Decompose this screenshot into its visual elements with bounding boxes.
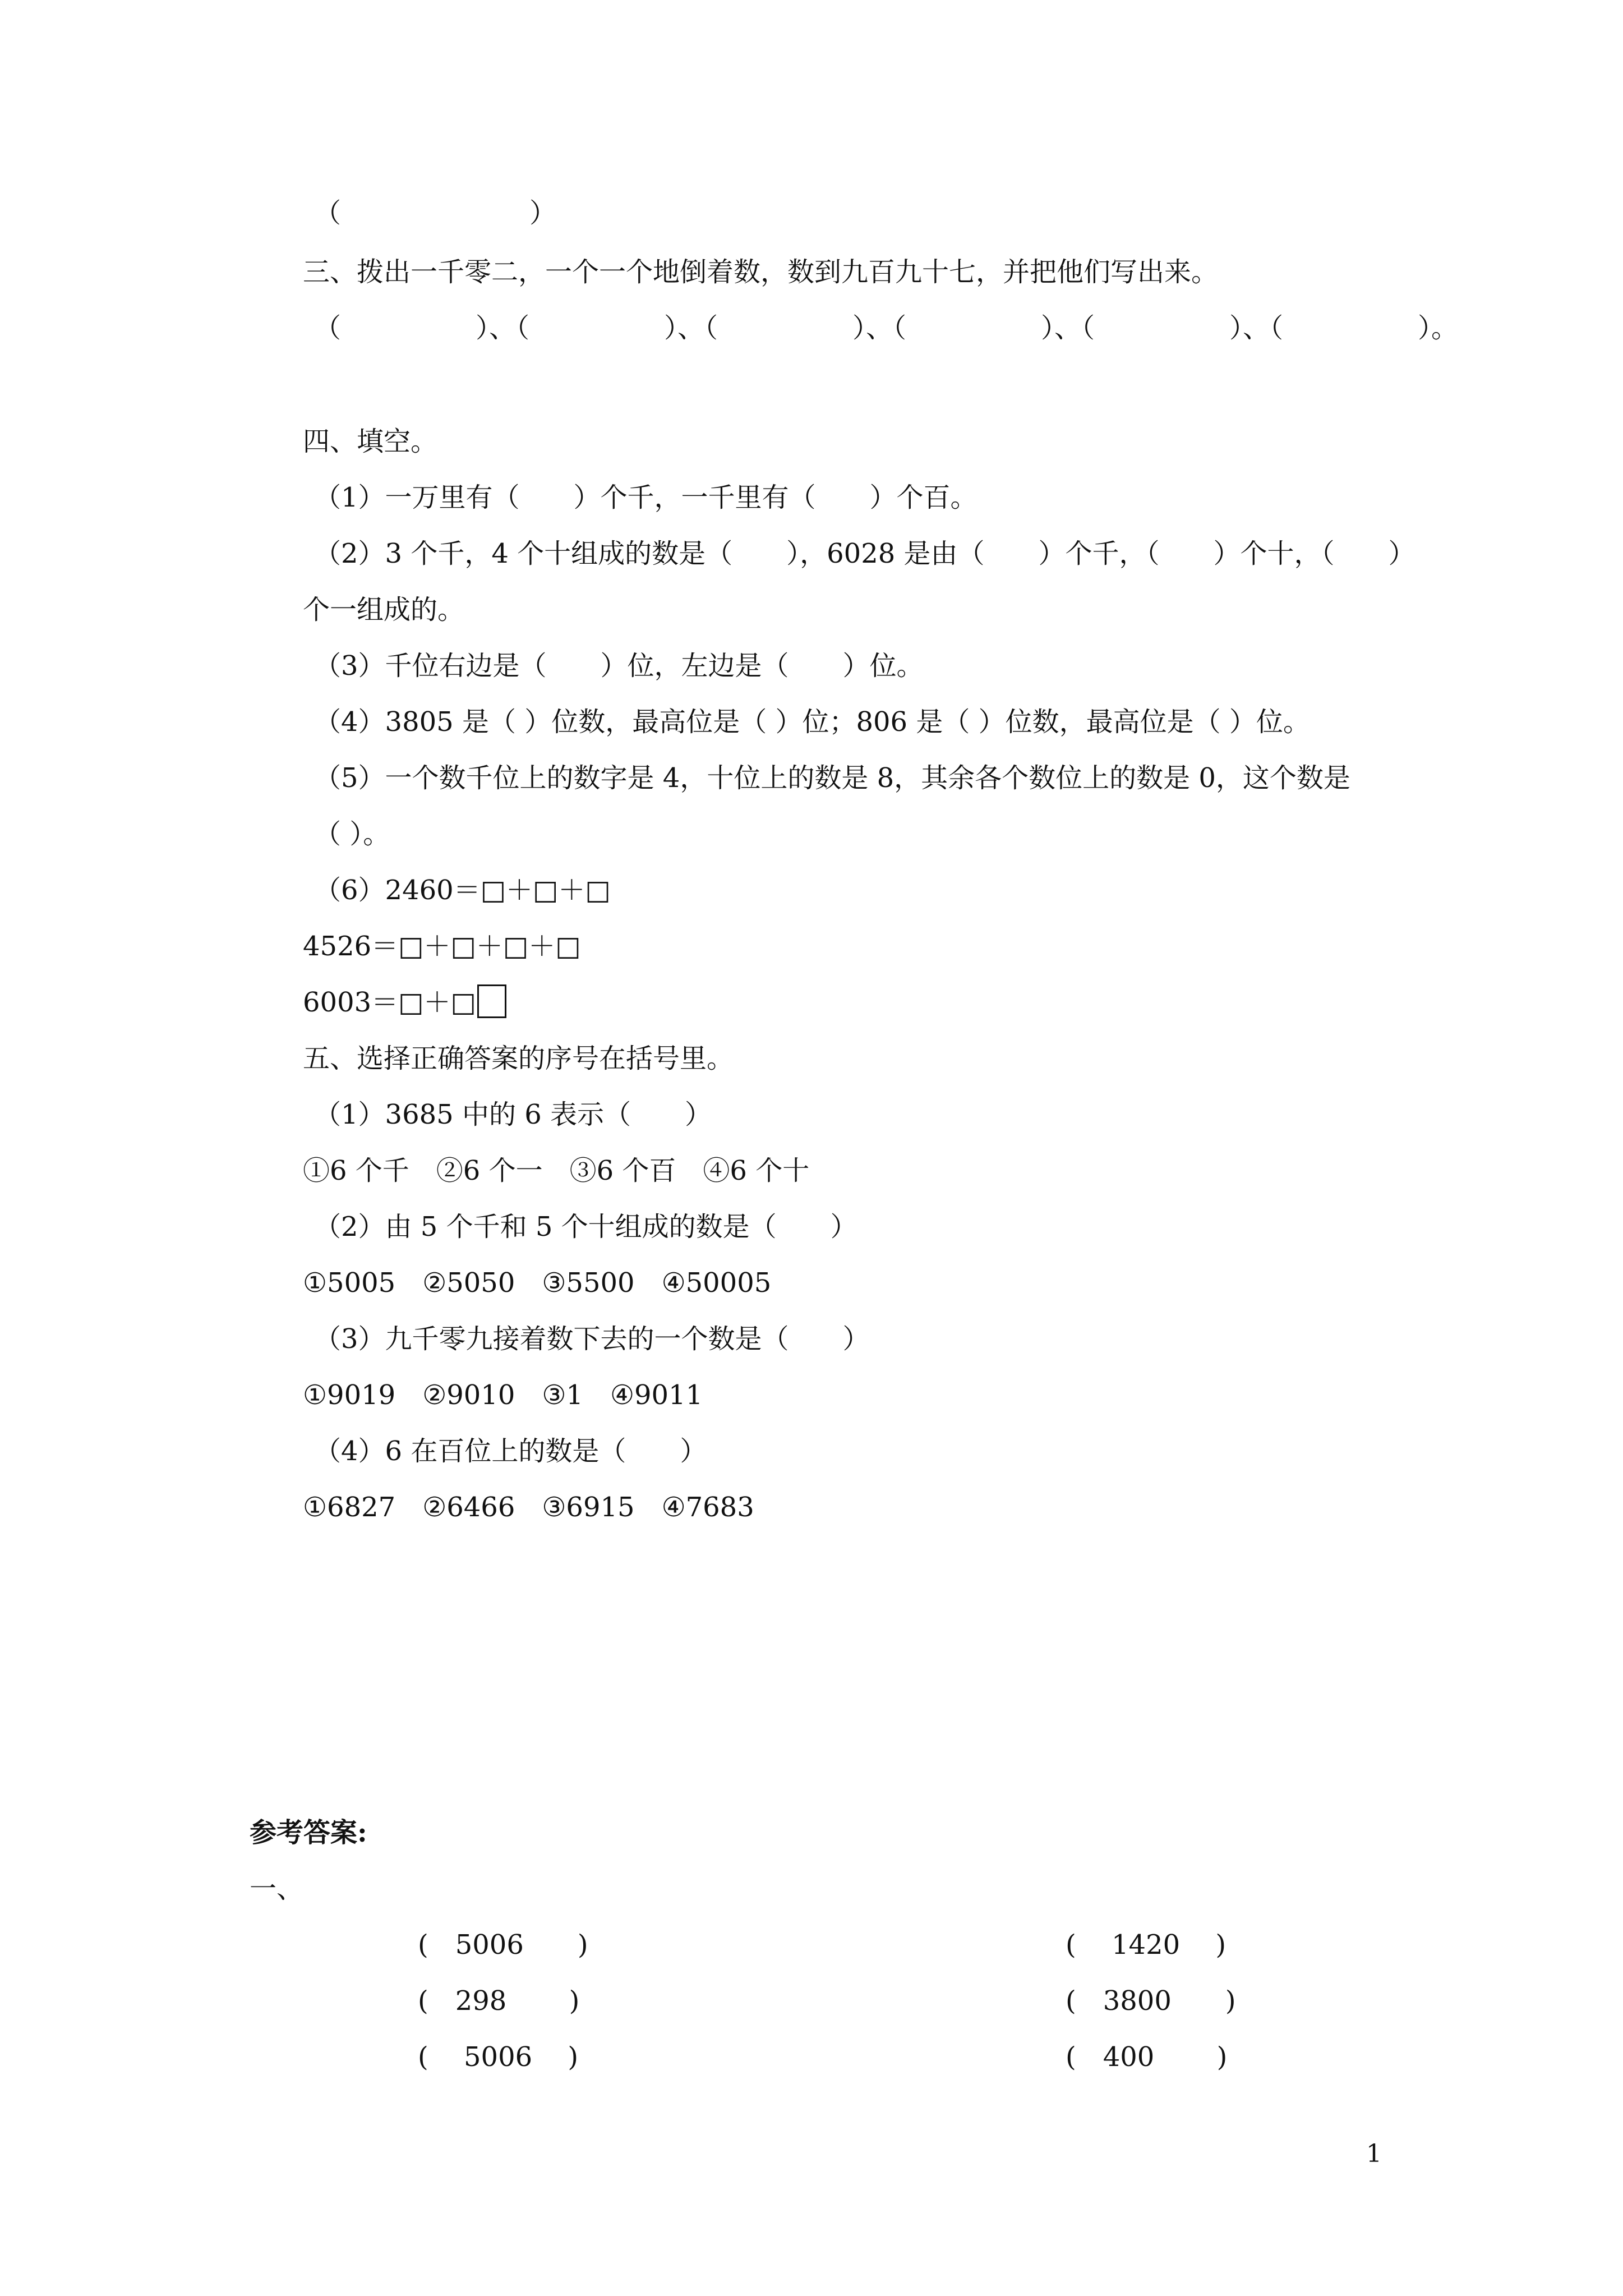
section4-title: 四、填空。	[303, 426, 438, 457]
section5-q4-options: ①6827 ②6466 ③6915 ④7683	[303, 1492, 754, 1523]
answer-left-3: ( 5006 )	[418, 2041, 579, 2073]
section5-q3-options: ①9019 ②9010 ③1 ④9011	[303, 1379, 703, 1411]
section3-title: 三、拨出一千零二，一个一个地倒着数，数到九百九十七，并把他们写出来。	[303, 256, 1219, 288]
section4-q2-line2: 个一组成的。	[303, 594, 465, 625]
section4-q3: （3）千位右边是（ ）位，左边是（ ）位。	[314, 650, 924, 682]
section4-q1: （1）一万里有（ ）个千，一千里有（ ）个百。	[314, 482, 978, 513]
answer-right-1: ( 1420 )	[1066, 1929, 1227, 1961]
answers-title: 参考答案:	[250, 1817, 367, 1848]
section5-q1-options: ①6 个千 ②6 个一 ③6 个百 ④6 个十	[303, 1155, 810, 1186]
section5-q2: （2）由 5 个千和 5 个十组成的数是（ ）	[314, 1211, 857, 1243]
section4-q5-line1: （5）一个数千位上的数字是 4，十位上的数是 8，其余各个数位上的数是 0，这个数是	[314, 762, 1350, 794]
section4-q4: （4）3805 是（ ）位数，最高位是（ ）位；806 是（ ）位数，最高位是（ ）位。	[314, 706, 1310, 738]
answer-right-2: ( 3800 )	[1066, 1985, 1236, 2017]
section5-q4: （4）6 在百位上的数是（ ）	[314, 1435, 707, 1467]
section4-q6-line3	[303, 986, 506, 1022]
section3-blanks: （ ）、（ ）、（ ）、（ ）、（ ）、（ ）。	[314, 312, 1459, 344]
answer-left-1: ( 5006 )	[418, 1929, 588, 1961]
section4-q6-line1: （6）2460＝□＋□＋□	[314, 875, 611, 906]
answers-part1-label: 一、	[250, 1873, 304, 1904]
page-number: 1	[1366, 2139, 1382, 2168]
section4-q6-line2: 4526＝□＋□＋□＋□	[303, 931, 581, 962]
section4-q2-line1: （2）3 个千，4 个十组成的数是（ ），6028 是由（ ）个千，（ ）个十，（ ）	[314, 538, 1415, 569]
top-blank: （ ）	[314, 197, 557, 229]
section5-q1: （1）3685 中的 6 表示（ ）	[314, 1099, 712, 1130]
answer-box	[477, 984, 506, 1018]
answer-left-2: ( 298 )	[418, 1985, 580, 2017]
section5-title: 五、选择正确答案的序号在括号里。	[303, 1043, 734, 1074]
section5-q2-options: ①5005 ②5050 ③5500 ④50005	[303, 1267, 772, 1299]
section4-q5-line2: （ ）。	[314, 818, 390, 850]
section5-q3: （3）九千零九接着数下去的一个数是（ ）	[314, 1323, 870, 1355]
answer-right-3: ( 400 )	[1066, 2041, 1228, 2073]
section4-q6-line3-text: 6003＝□＋□	[303, 987, 476, 1018]
